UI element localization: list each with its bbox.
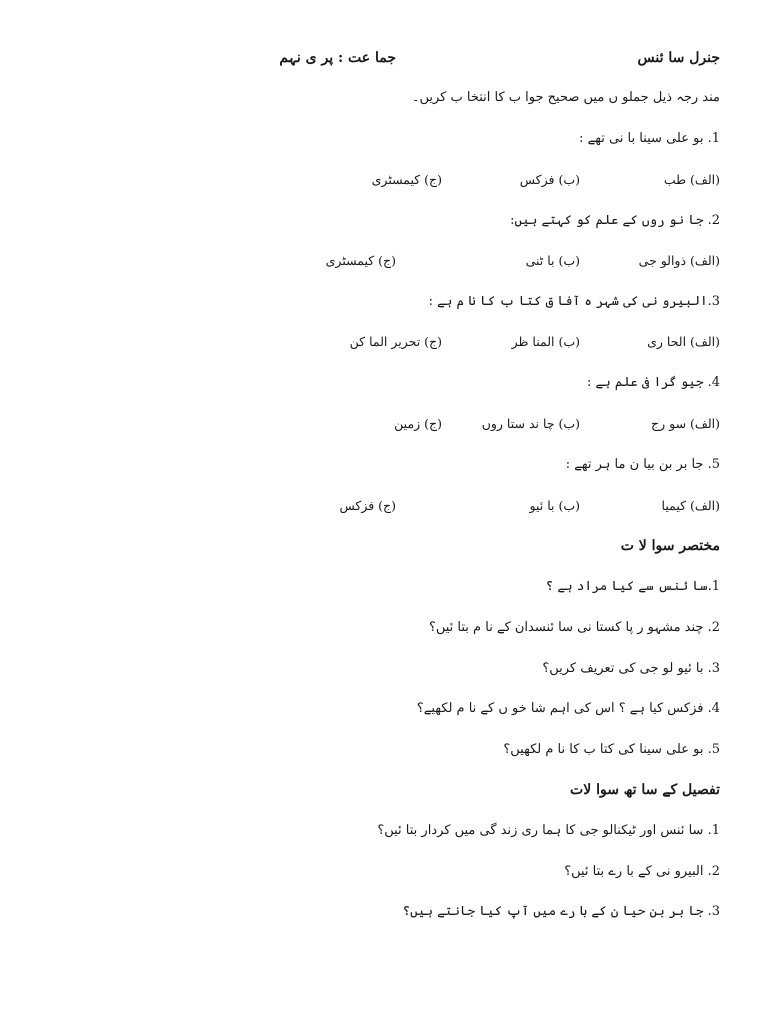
mcq-2-option-a: (الف) ذوالو جی (638, 253, 720, 268)
class-label: جما عت : پر ی نہم (279, 50, 396, 66)
mcq-question-3: 3.البیرو نی کی شہر ہ آفا ق کتا ب کا نا م ہے : (428, 294, 720, 309)
mcq-3-option-b: (ب) المنا ظر (511, 334, 580, 349)
short-question-3: 3. با ئیو لو جی کی تعریف کریں؟ (542, 661, 720, 676)
mcq-5-option-b: (ب) با ئیو (529, 498, 580, 513)
mcq-5-option-c: (ج) فزکس (339, 498, 396, 513)
mcq-1-option-a: (الف) طب (663, 172, 720, 187)
mcq-2-option-b: (ب) با ٹنی (525, 253, 580, 268)
long-questions-heading: تفصیل کے سا تھ سوا لات (570, 782, 720, 798)
short-question-5: 5. بو علی سینا کی کتا ب کا نا م لکھیں؟ (503, 742, 720, 757)
mcq-3-option-c: (ج) تحریر الما کن (349, 334, 442, 349)
short-questions-heading: مختصر سوا لا ت (620, 538, 720, 554)
mcq-5-option-a: (الف) کیمیا (661, 498, 720, 513)
mcq-3-option-a: (الف) الحا ری (647, 334, 720, 349)
mcq-1-option-c: (ج) کیمسٹری (371, 172, 442, 187)
short-question-4: 4. فزکس کیا ہے ؟ اس کی اہم شا خو ں کے نا م لکھیے؟ (416, 701, 720, 716)
mcq-2-option-c: (ج) کیمسٹری (325, 253, 396, 268)
instruction-text: مند رجہ ذیل جملو ں میں صحیح جوا ب کا انتخا ب کریں۔ (411, 90, 720, 105)
mcq-1-option-b: (ب) فزکس (519, 172, 580, 187)
mcq-4-option-a: (الف) سو رج (651, 416, 720, 431)
mcq-question-1: 1. بو علی سینا با نی تھے : (579, 131, 720, 146)
short-question-1: 1.سا ئنس سے کیا مراد ہے ؟ (545, 579, 720, 594)
long-question-2: 2. البیرو نی کے با رے بتا ئیں؟ (564, 864, 720, 879)
mcq-question-5: 5. جا بر بن بیا ن ما ہر تھے : (565, 457, 720, 472)
mcq-question-2: 2. جا نو روں کے علم کو کہتے ہیں: (510, 213, 720, 228)
short-question-2: 2. چند مشہو ر پا کستا نی سا ئنسدان کے نا م بتا ئیں؟ (428, 620, 720, 635)
long-question-3: 3. جا بر بن حیا ن کے با رے میں آپ کیا جانتے ہیں؟ (402, 904, 720, 919)
subject-title: جنرل سا ئنس (637, 50, 720, 66)
mcq-question-4: 4. جیو گرا فی علم ہے : (587, 375, 720, 390)
long-question-1: 1. سا ئنس اور ٹیکنالو جی کا ہما ری زند گی میں کردار بتا ئیں؟ (377, 823, 720, 838)
mcq-4-option-c: (ج) زمین (394, 416, 442, 431)
mcq-4-option-b: (ب) چا ند ستا روں (481, 416, 580, 431)
